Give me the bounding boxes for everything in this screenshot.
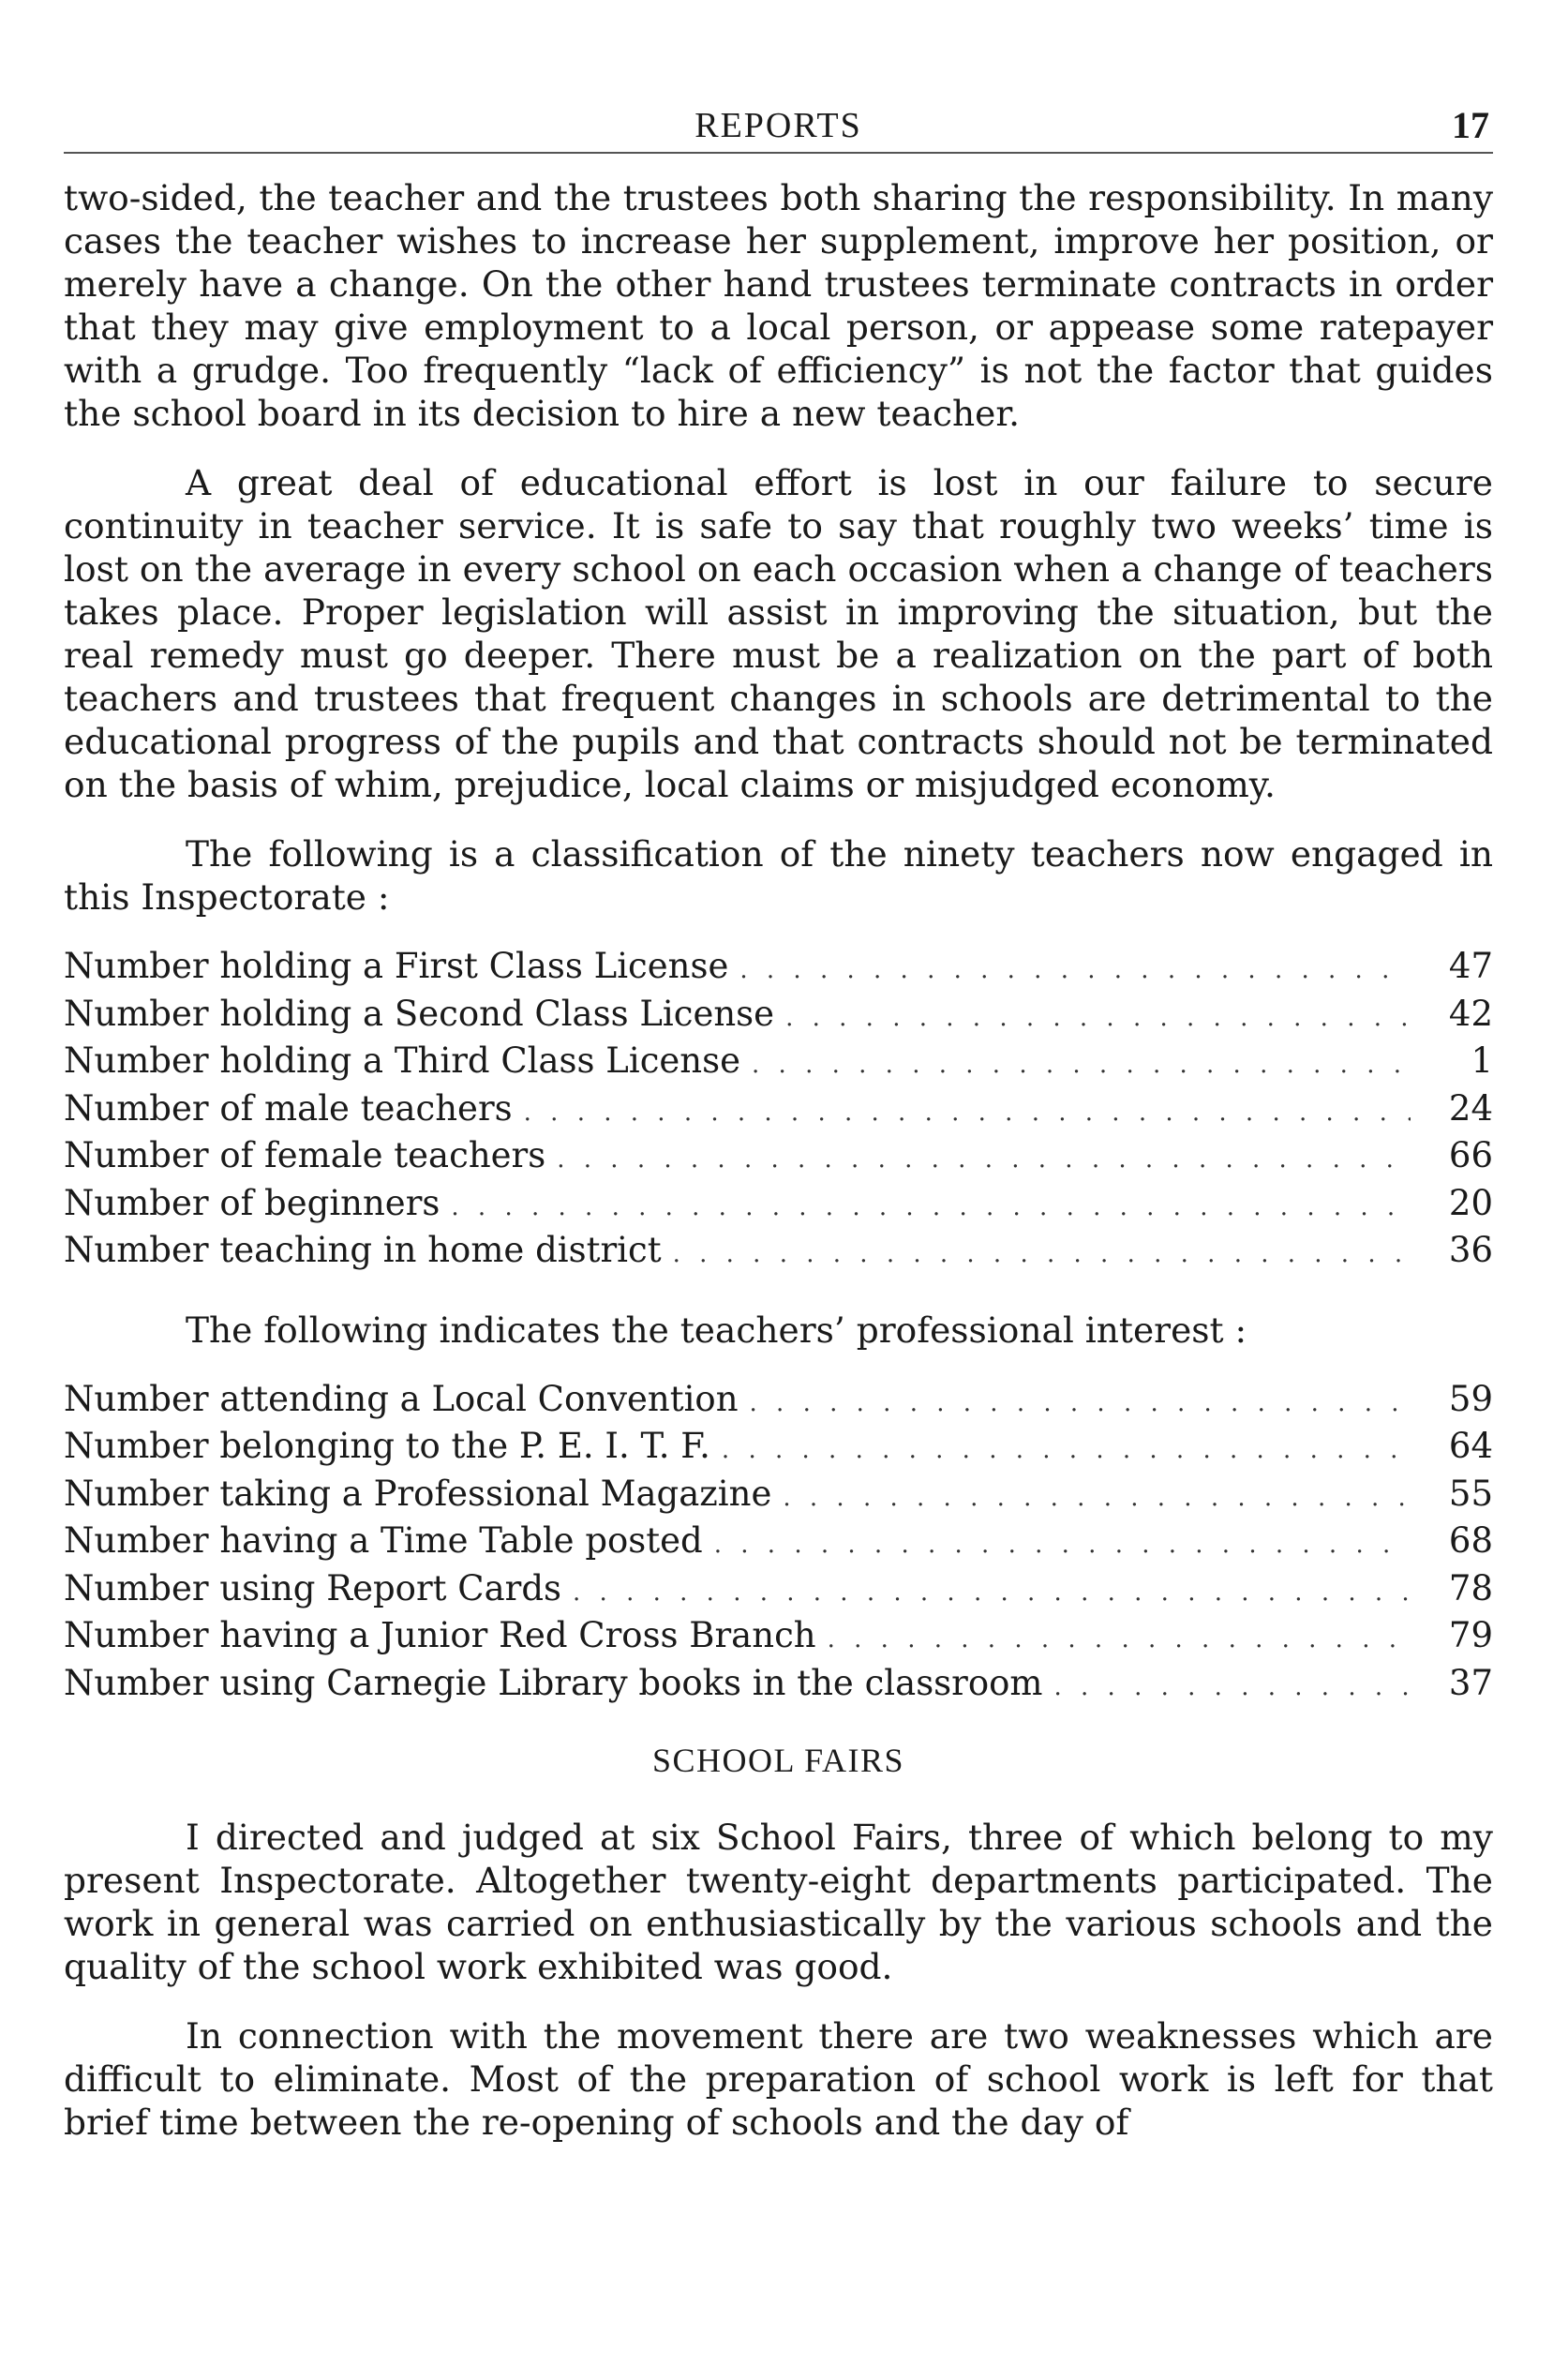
stat-label: Number having a Time Table posted xyxy=(64,1520,703,1561)
dot-leader xyxy=(451,1187,1411,1230)
stat-label: Number teaching in home district xyxy=(64,1230,662,1270)
stat-label: Number using Carnegie Library books in the classroom xyxy=(64,1662,1043,1703)
dot-leader xyxy=(714,1524,1411,1567)
stat-value: 64 xyxy=(1448,1426,1493,1466)
dot-leader xyxy=(673,1234,1411,1277)
dot-leader xyxy=(739,950,1411,993)
stat-value: 47 xyxy=(1448,946,1493,986)
interest-row xyxy=(64,1425,1493,1473)
stat-label: Number holding a Third Class License xyxy=(64,1040,741,1081)
paragraph-continuation: two-sided, the teacher and the trustees both sharing the responsibility. In many cases the teacher wishes to increase her supplement, improve her position, or merely have a change. On the other hand trustees terminate contracts in order that they may give employment to a local person, or appease some ratepayer with a grudge. Too frequently “lack of efficiency” is not the factor that guides the school board in its decision to hire a new teacher. xyxy=(64,177,1493,434)
stat-value: 79 xyxy=(1448,1615,1493,1655)
body-text xyxy=(64,176,1493,2144)
stat-label: Number holding a First Class License xyxy=(64,946,729,986)
stat-value: 59 xyxy=(1448,1378,1493,1419)
dot-leader xyxy=(828,1619,1411,1662)
classification-row xyxy=(64,1229,1493,1277)
stat-value: 1 xyxy=(1471,1040,1493,1081)
dot-leader xyxy=(557,1139,1411,1182)
running-header xyxy=(64,103,1493,154)
classification-row xyxy=(64,945,1493,993)
header-title: REPORTS xyxy=(694,106,862,145)
dot-leader xyxy=(750,1383,1411,1426)
interest-row xyxy=(64,1614,1493,1662)
classification-row xyxy=(64,993,1493,1040)
stat-value: 37 xyxy=(1448,1662,1493,1703)
stat-label: Number of male teachers xyxy=(64,1087,513,1129)
classification-row xyxy=(64,1182,1493,1230)
classification-row xyxy=(64,1134,1493,1182)
dot-leader xyxy=(783,1477,1411,1520)
interest-row xyxy=(64,1378,1493,1426)
page xyxy=(64,103,1493,2170)
stat-value: 42 xyxy=(1448,993,1493,1034)
stat-label: Number having a Junior Red Cross Branch xyxy=(64,1615,816,1655)
page-number: 17 xyxy=(1452,104,1489,146)
stat-value: 55 xyxy=(1448,1473,1493,1514)
paragraph-classification-intro: The following is a classification of the ninety teachers now engaged in this Inspectorate : xyxy=(64,833,1493,918)
dot-leader xyxy=(524,1092,1411,1135)
interest-row xyxy=(64,1662,1493,1710)
stat-value: 20 xyxy=(1448,1182,1493,1223)
dot-leader xyxy=(1054,1667,1411,1710)
stat-label: Number attending a Local Convention xyxy=(64,1378,739,1419)
dot-leader xyxy=(722,1429,1411,1473)
stat-label: Number holding a Second Class License xyxy=(64,993,775,1034)
paragraph-weaknesses: In connection with the movement there are two weaknesses which are difficult to eliminate. Most of the preparation of school work is left for that brief time between the re-opening of schools and the day of xyxy=(64,2015,1493,2143)
stat-value: 36 xyxy=(1448,1230,1493,1270)
stat-label: Number belonging to the P. E. I. T. F. xyxy=(64,1426,710,1466)
professional-interest-list xyxy=(64,1378,1493,1710)
stat-value: 24 xyxy=(1448,1087,1493,1129)
stat-label: Number taking a Professional Magazine xyxy=(64,1473,772,1514)
section-heading-school-fairs: SCHOOL FAIRS xyxy=(651,1742,905,1779)
stat-value: 66 xyxy=(1448,1135,1493,1175)
dot-leader xyxy=(573,1572,1411,1615)
classification-row xyxy=(64,1040,1493,1087)
stat-value: 68 xyxy=(1448,1520,1493,1561)
stat-label: Number using Report Cards xyxy=(64,1567,562,1608)
stat-label: Number of beginners xyxy=(64,1182,441,1223)
dot-leader xyxy=(752,1044,1411,1087)
paragraph-school-fairs: I directed and judged at six School Fairs, three of which belong to my present Inspectorate. Altogether twenty-eight departments participated. The work in general was carried on enthusiastically by the various schools and the quality of the school work exhibited was good. xyxy=(64,1817,1493,1987)
stat-label: Number of female teachers xyxy=(64,1135,546,1175)
dot-leader xyxy=(785,997,1411,1040)
classification-row xyxy=(64,1087,1493,1135)
paragraph-continuity: A great deal of educational effort is lost in our failure to secure continuity in teacher service. It is safe to say that roughly two weeks’ time is lost on the average in every school on each occasion when a change of teachers takes place. Proper legislation will assist in improving the situation, but the real remedy must go deeper. There must be a realization on the part of both teachers and trustees that frequent changes in schools are detrimental to the educational progress of the pupils and that contracts should not be terminated on the basis of whim, prejudice, local claims or misjudged economy. xyxy=(64,462,1493,805)
paragraph-interest-intro: The following indicates the teachers’ professional interest : xyxy=(186,1309,1247,1351)
classification-list xyxy=(64,945,1493,1277)
interest-row xyxy=(64,1567,1493,1615)
interest-row xyxy=(64,1473,1493,1520)
stat-value: 78 xyxy=(1448,1567,1493,1608)
interest-row xyxy=(64,1519,1493,1567)
